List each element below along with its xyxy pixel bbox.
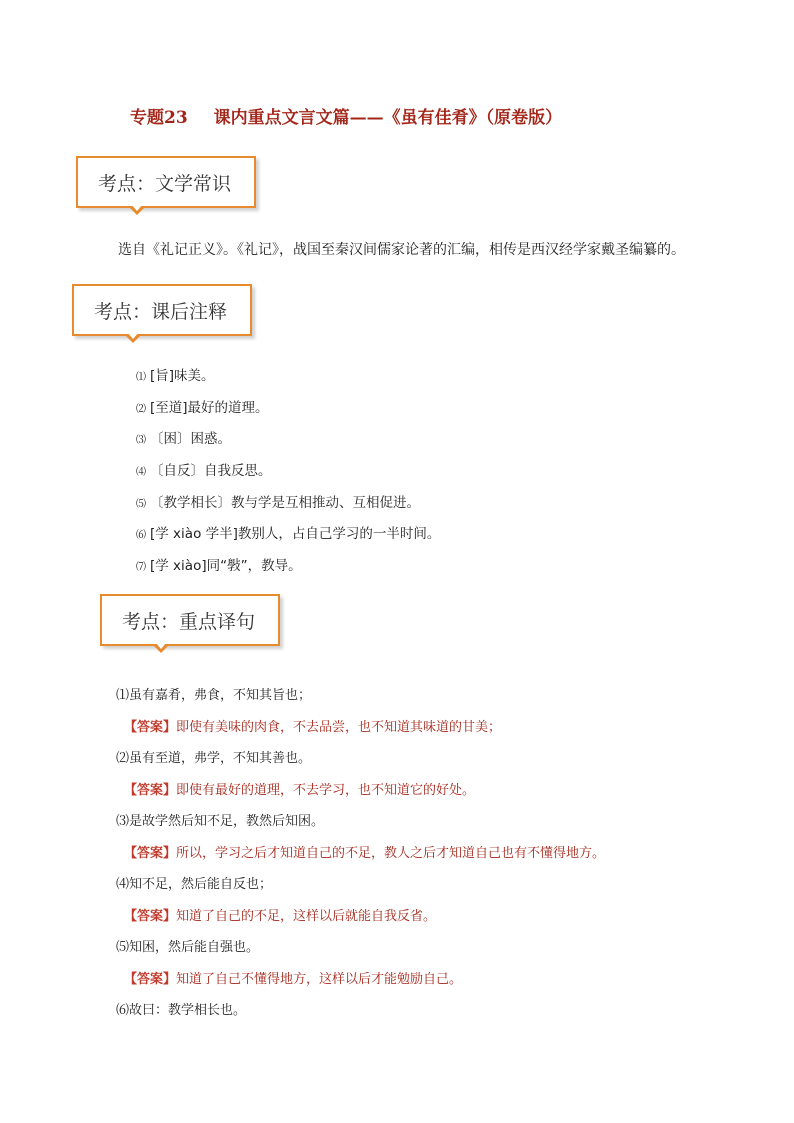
- section-heading-label: 考点：课后注释: [94, 300, 228, 323]
- section-heading-translation: [100, 594, 280, 646]
- note-text: 〔困〕困惑。: [150, 431, 231, 448]
- source-sentence: ⑵虽有至道，弗学，不知其善也。: [116, 751, 312, 766]
- notes-list: [136, 366, 440, 588]
- answer-text: 即使有美味的肉食，不去品尝，也不知道其味道的甘美；: [176, 719, 502, 735]
- source-sentence: ⑸知困，然后能自强也。: [116, 940, 260, 955]
- source-sentence: ⑶是故学然后知不足，教然后知困。: [116, 814, 325, 829]
- answer-text: 即使有最好的道理，不去学习，也不知道它的好处。: [176, 782, 476, 798]
- topic-title: 课内重点文言文篇——《虽有佳肴》（原卷版）: [213, 108, 563, 128]
- note-number: ⑴: [136, 372, 146, 383]
- note-text: [旨]味美。: [150, 368, 215, 384]
- note-number: ⑹: [136, 530, 146, 542]
- source-sentence: ⑷知不足，然后能自反也；: [116, 877, 273, 892]
- source-sentence: ⑹故曰：教学相长也。: [116, 1003, 247, 1018]
- answer-line: [116, 781, 756, 813]
- answer-line: [116, 907, 756, 939]
- note-text: [学 xiào]同“斅”，教导。: [150, 558, 302, 575]
- section-heading-literature: [76, 156, 256, 208]
- note-item: [136, 366, 440, 398]
- note-text: 〔自反〕自我反思。: [150, 463, 272, 480]
- answer-text: 知道了自己的不足，这样以后就能自我反省。: [176, 908, 437, 924]
- topic-number: 专题23: [130, 108, 188, 128]
- note-number: ⑵: [136, 403, 146, 415]
- note-item: [136, 493, 440, 525]
- answer-text: 所以，学习之后才知道自己的不足，教人之后才知道自己也有不懂得地方。: [176, 845, 606, 861]
- answer-line: [116, 718, 756, 750]
- callout-pointer: [152, 644, 170, 653]
- callout-pointer: [128, 206, 146, 215]
- answer-tag: 【答案】: [124, 845, 177, 861]
- translation-list: [116, 686, 756, 1033]
- literature-text: 选自《礼记正义》。《礼记》，战国至秦汉间儒家论著的汇编，相传是西汉经学家戴圣编纂的。: [118, 242, 685, 258]
- answer-line: [116, 844, 756, 876]
- answer-tag: 【答案】: [124, 908, 177, 924]
- answer-text: 知道了自己不懂得地方，这样以后才能勉励自己。: [176, 971, 463, 987]
- note-number: ⑶: [136, 435, 146, 447]
- note-item: [136, 398, 440, 430]
- section-heading-notes: [72, 284, 252, 336]
- note-text: [至道]最好的道理。: [150, 399, 269, 416]
- answer-tag: 【答案】: [124, 719, 177, 735]
- note-number: ⑷: [136, 467, 146, 479]
- callout-pointer: [124, 334, 142, 343]
- note-item: [136, 556, 440, 588]
- note-item: [136, 524, 440, 556]
- section-heading-label: 考点：重点译句: [122, 610, 256, 633]
- answer-tag: 【答案】: [124, 971, 177, 987]
- note-item: [136, 461, 440, 493]
- note-number: ⑸: [136, 498, 146, 510]
- note-item: [136, 429, 440, 461]
- note-text: 〔教学相长〕教与学是互相推动、互相促进。: [150, 494, 420, 511]
- source-sentence: ⑴虽有嘉肴，弗食，不知其旨也；: [116, 688, 312, 703]
- answer-line: [116, 970, 756, 1002]
- answer-tag: 【答案】: [124, 782, 177, 798]
- note-number: ⑺: [136, 562, 146, 574]
- document-title: [130, 103, 690, 128]
- section-heading-label: 考点：文学常识: [98, 172, 232, 195]
- note-text: [学 xiào 学半]教别人，占自己学习的一半时间。: [150, 526, 441, 543]
